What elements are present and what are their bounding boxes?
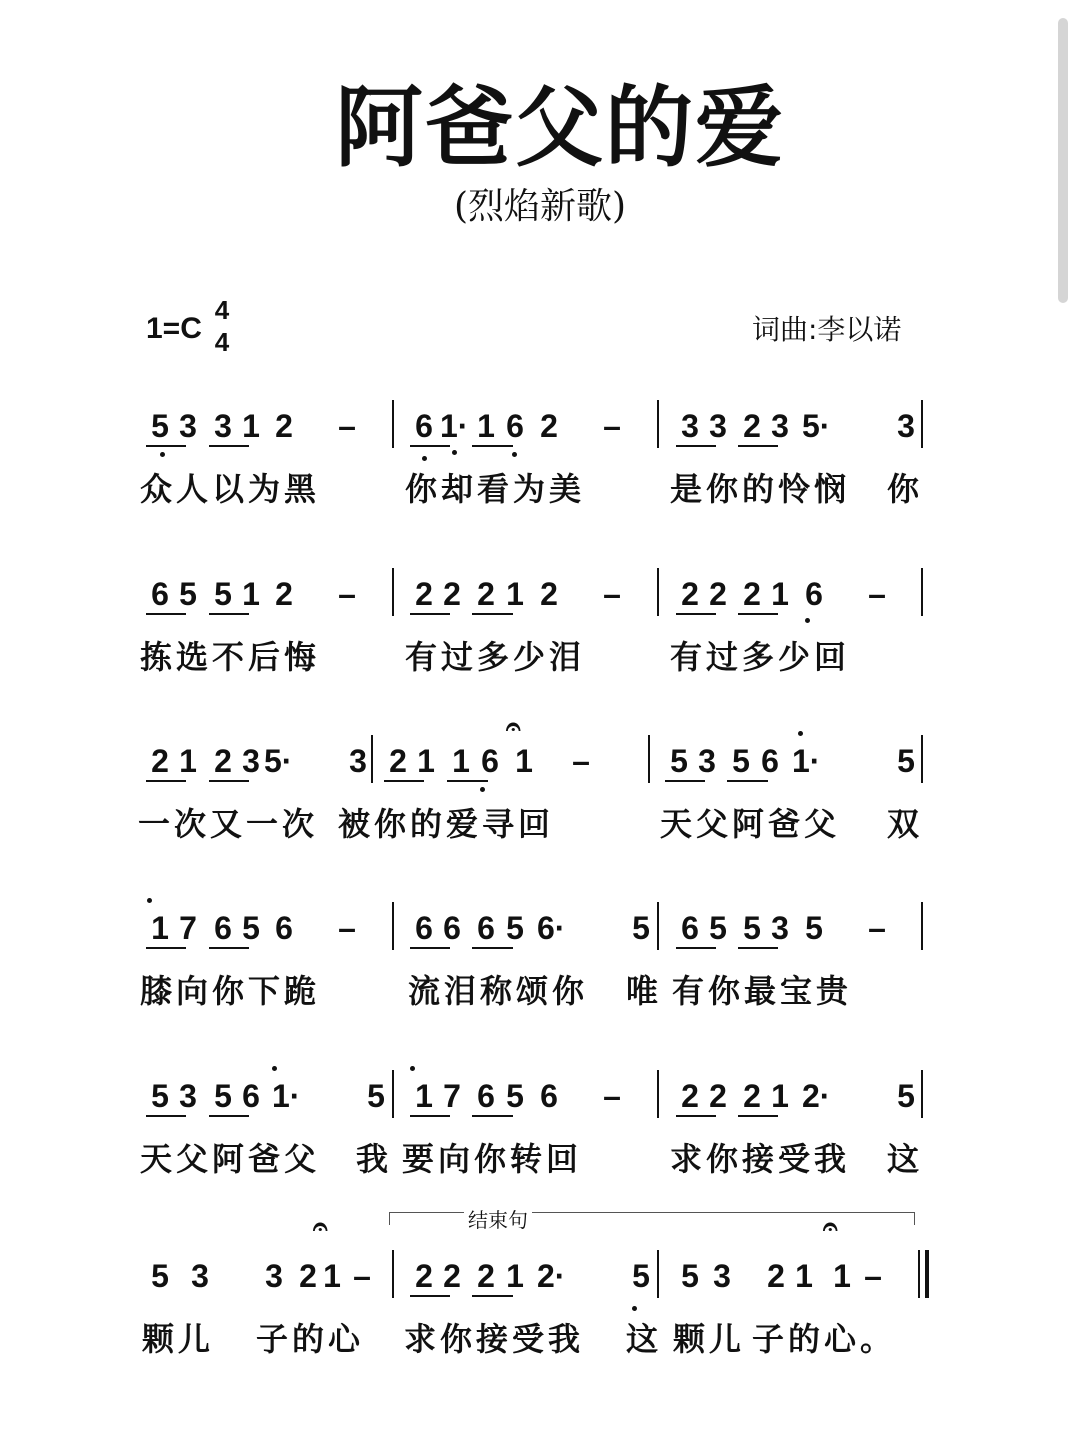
note: –	[603, 408, 621, 444]
note: 6	[415, 910, 433, 946]
note: 2	[389, 743, 407, 779]
octave-dot	[512, 452, 517, 457]
note: 5	[214, 1078, 232, 1114]
note: 2	[214, 743, 232, 779]
note: 6	[151, 576, 169, 612]
note: 3	[713, 1258, 731, 1294]
beam-underline	[472, 445, 513, 447]
beam-underline	[209, 445, 249, 447]
octave-dot	[452, 450, 457, 455]
note: 3	[681, 408, 699, 444]
barline	[657, 1250, 659, 1298]
beam-underline	[676, 1115, 716, 1117]
octave-dot	[480, 787, 485, 792]
lyric-phrase: 被你的爱寻回	[338, 805, 555, 843]
lyric-phrase: 子的心	[256, 1320, 365, 1358]
note: 2	[299, 1258, 317, 1294]
note: 3	[179, 1078, 197, 1114]
beam-underline	[676, 445, 716, 447]
lyric-phrase: 天父阿爸父	[660, 805, 841, 843]
beam-underline	[146, 947, 186, 949]
note: 6	[214, 910, 232, 946]
note: 6	[681, 910, 699, 946]
lyric-phrase: 唯	[626, 972, 663, 1010]
note: 2	[709, 576, 727, 612]
note: 1	[506, 576, 524, 612]
octave-dot	[632, 1306, 637, 1311]
note: 1	[515, 743, 533, 779]
note: 1	[795, 1258, 813, 1294]
note: 3	[771, 408, 789, 444]
beam-underline	[738, 1115, 778, 1117]
note: 1·	[792, 743, 821, 779]
note: 2	[743, 1078, 761, 1114]
beam-underline	[472, 947, 513, 949]
note: 5	[214, 576, 232, 612]
octave-dot	[798, 731, 803, 736]
barline	[921, 400, 923, 448]
lyric-phrase: 有你最宝贵	[672, 972, 853, 1010]
lyric-phrase: 你却看为美	[405, 470, 586, 508]
score-line-3	[0, 735, 1080, 855]
note: 5	[897, 1078, 915, 1114]
beam-underline	[410, 947, 450, 949]
lyric-phrase: 颗儿	[142, 1320, 215, 1358]
song-title: 阿爸父的爱	[334, 75, 785, 179]
octave-dot	[422, 456, 427, 461]
beam-underline	[738, 947, 778, 949]
note: 2	[275, 408, 293, 444]
beam-underline	[146, 613, 186, 615]
beam-underline	[209, 1115, 249, 1117]
note: 3	[214, 408, 232, 444]
lyric-phrase: 这	[626, 1320, 663, 1358]
note: 5	[732, 743, 750, 779]
lyric-phrase: 颗儿	[673, 1320, 746, 1358]
lyric-phrase: 有过多少泪	[405, 638, 586, 676]
beam-underline	[447, 780, 488, 782]
lyric-phrase: 要向你转回	[402, 1140, 583, 1178]
note: –	[868, 576, 886, 612]
note: 2	[540, 576, 558, 612]
note: 3	[242, 743, 260, 779]
note: 6	[275, 910, 293, 946]
octave-dot	[147, 898, 152, 903]
beam-underline	[676, 947, 716, 949]
lyric-phrase: 流泪称颂你	[408, 972, 589, 1010]
note: 2	[681, 576, 699, 612]
key-signature: 1=C	[146, 312, 202, 345]
lyric-phrase: 一次又一次	[138, 805, 319, 843]
lyric-phrase: 我	[356, 1140, 393, 1178]
note: 6	[540, 1078, 558, 1114]
note: 5	[670, 743, 688, 779]
octave-dot	[410, 1066, 415, 1071]
note: 3	[191, 1258, 209, 1294]
lyric-phrase: 求你接受我	[670, 1140, 851, 1178]
lyric-phrase: 膝向你下跪	[140, 972, 321, 1010]
composer-credit: 词曲:李以诺	[752, 313, 902, 346]
lyric-phrase: 这	[887, 1140, 924, 1178]
note: 6	[481, 743, 499, 779]
note: 5	[805, 910, 823, 946]
ending-label: 结束句	[464, 1204, 532, 1233]
score-line-2	[0, 568, 1080, 688]
song-subtitle: (烈焰新歌)	[453, 186, 627, 227]
lyric-phrase: 双	[887, 805, 924, 843]
note: 5·	[802, 408, 831, 444]
notes-row	[0, 400, 1080, 460]
beam-underline	[727, 780, 768, 782]
note: 7	[179, 910, 197, 946]
note: –	[868, 910, 886, 946]
note: 5	[743, 910, 761, 946]
beam-underline	[472, 1295, 513, 1297]
note: 1	[417, 743, 435, 779]
final-barline	[918, 1250, 925, 1298]
barline	[921, 902, 923, 950]
note: 6·	[537, 910, 566, 946]
note: 5	[506, 910, 524, 946]
beam-underline	[676, 613, 716, 615]
note: 3	[179, 408, 197, 444]
beam-underline	[146, 780, 186, 782]
lyrics-row	[0, 966, 1080, 1016]
note: 1	[477, 408, 495, 444]
octave-dot	[805, 618, 810, 623]
note: 6	[761, 743, 779, 779]
note: 2	[415, 1258, 433, 1294]
note: –	[864, 1258, 882, 1294]
beam-underline	[472, 1115, 513, 1117]
lyric-phrase: 拣选不后悔	[140, 638, 321, 676]
note: 1	[771, 576, 789, 612]
note: 3	[265, 1258, 283, 1294]
note: 5	[242, 910, 260, 946]
note: 6	[415, 408, 433, 444]
note: 2	[767, 1258, 785, 1294]
notes-row	[0, 735, 1080, 795]
note: 5	[681, 1258, 699, 1294]
barline	[657, 568, 659, 616]
note: 1	[151, 910, 169, 946]
note: 5	[709, 910, 727, 946]
note: 2	[681, 1078, 699, 1114]
time-signature	[210, 294, 234, 358]
beam-underline	[410, 445, 450, 447]
note: 3	[349, 743, 367, 779]
note: –	[338, 910, 356, 946]
note: 2·	[537, 1258, 566, 1294]
beam-underline	[209, 780, 249, 782]
note: 6	[805, 576, 823, 612]
lyric-phrase: 子的心。	[752, 1320, 897, 1358]
note: 2	[275, 576, 293, 612]
note: 6	[477, 910, 495, 946]
note: –	[603, 576, 621, 612]
octave-dot	[272, 1066, 277, 1071]
barline	[921, 568, 923, 616]
beam-underline	[146, 1115, 186, 1117]
note: 2	[743, 576, 761, 612]
note: 2·	[802, 1078, 831, 1114]
barline	[657, 902, 659, 950]
note: 6	[443, 910, 461, 946]
notes-row	[0, 1070, 1080, 1130]
beam-underline	[410, 1115, 450, 1117]
beam-underline	[384, 780, 424, 782]
notes-row	[0, 568, 1080, 628]
note: 1	[771, 1078, 789, 1114]
beam-underline	[209, 613, 249, 615]
barline	[648, 735, 650, 783]
note: 6	[477, 1078, 495, 1114]
beam-underline	[738, 613, 778, 615]
note: 5	[506, 1078, 524, 1114]
lyrics-row	[0, 1314, 1080, 1364]
note: 3	[897, 408, 915, 444]
note: 3	[698, 743, 716, 779]
lyric-phrase: 是你的怜悯	[670, 470, 851, 508]
note: 5	[151, 1078, 169, 1114]
octave-dot	[160, 452, 165, 457]
lyric-phrase: 有过多少回	[670, 638, 851, 676]
barline	[392, 1250, 394, 1298]
note: 2	[743, 408, 761, 444]
note: 5	[632, 910, 650, 946]
note: 1·	[272, 1078, 301, 1114]
note: 1	[323, 1258, 341, 1294]
barline	[392, 568, 394, 616]
note: 1·	[440, 408, 469, 444]
note: 6	[242, 1078, 260, 1114]
note: 5	[151, 1258, 169, 1294]
note: 3	[771, 910, 789, 946]
barline	[921, 1070, 923, 1118]
lyric-phrase: 你	[887, 470, 924, 508]
beam-underline	[146, 445, 186, 447]
lyric-phrase: 求你接受我	[404, 1320, 585, 1358]
note: 5	[151, 408, 169, 444]
note: 1	[506, 1258, 524, 1294]
beam-underline	[472, 613, 513, 615]
barline	[921, 735, 923, 783]
note: 2	[443, 576, 461, 612]
note: 1	[452, 743, 470, 779]
note: 5	[632, 1258, 650, 1294]
barline	[392, 400, 394, 448]
lyrics-row	[0, 799, 1080, 849]
barline	[392, 1070, 394, 1118]
score-line-4	[0, 902, 1080, 1022]
note: 1	[179, 743, 197, 779]
fermata-icon: 𝄐	[313, 1212, 328, 1242]
note: –	[603, 1078, 621, 1114]
note: 2	[540, 408, 558, 444]
beam-underline	[410, 1295, 450, 1297]
note: –	[338, 576, 356, 612]
lyrics-row	[0, 1134, 1080, 1184]
beam-underline	[738, 445, 778, 447]
note: 2	[151, 743, 169, 779]
lyrics-row	[0, 464, 1080, 514]
lyric-phrase: 天父阿爸父	[140, 1140, 321, 1178]
note: 7	[443, 1078, 461, 1114]
notes-row	[0, 902, 1080, 962]
note: 5	[367, 1078, 385, 1114]
note: 1	[415, 1078, 433, 1114]
time-top: 4	[214, 295, 230, 325]
beam-underline	[665, 780, 705, 782]
beam-underline	[209, 947, 249, 949]
note: 2	[415, 576, 433, 612]
note: –	[572, 743, 590, 779]
note: –	[338, 408, 356, 444]
note: 6	[506, 408, 524, 444]
note: 3	[709, 408, 727, 444]
barline	[371, 735, 373, 783]
note: 2	[443, 1258, 461, 1294]
fermata-icon: 𝄐	[823, 1212, 838, 1242]
note: 5·	[264, 743, 293, 779]
beam-underline	[410, 613, 450, 615]
time-bottom: 4	[214, 327, 230, 357]
score-line-5	[0, 1070, 1080, 1190]
note: –	[353, 1258, 371, 1294]
note: 1	[242, 408, 260, 444]
fermata-icon: 𝄐	[506, 712, 521, 742]
note: 1	[833, 1258, 851, 1294]
note: 1	[242, 576, 260, 612]
note: 5	[897, 743, 915, 779]
note: 2	[477, 1258, 495, 1294]
barline	[657, 400, 659, 448]
barline	[657, 1070, 659, 1118]
note: 5	[179, 576, 197, 612]
lyrics-row	[0, 632, 1080, 682]
lyric-phrase: 众人以为黑	[140, 470, 321, 508]
note: 2	[477, 576, 495, 612]
score-line-1	[0, 400, 1080, 520]
note: 2	[709, 1078, 727, 1114]
barline	[392, 902, 394, 950]
